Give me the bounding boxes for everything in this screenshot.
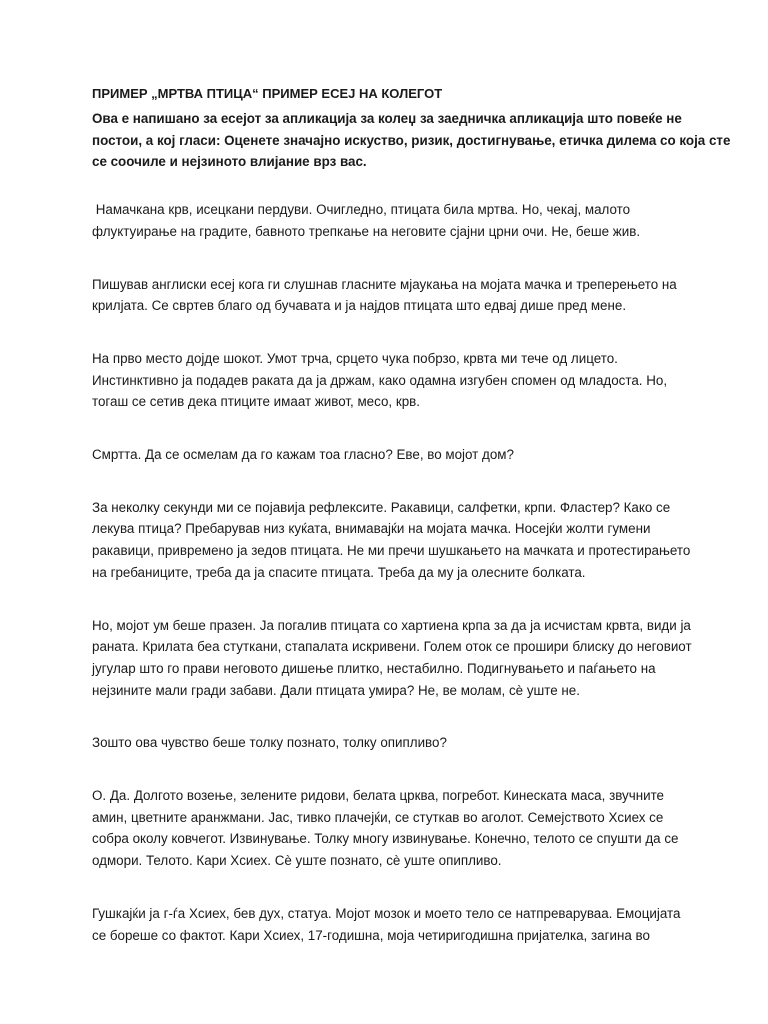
- paragraph-line: тогаш се сетив дека птиците имаат живот, месо, крв.: [92, 394, 420, 410]
- paragraph-line: Зошто ова чувство беше толку познато, толку опипливо?: [92, 735, 447, 751]
- document-body: [92, 86, 731, 946]
- paragraph-line: На прво место дојде шокот. Умот трча, срцето чука побрзо, крвта ми тече од лицето.: [92, 350, 618, 366]
- paragraph-line: собра околу ковчегот. Извинување. Толку многу извинување. Конечно, телото се спушти да се: [92, 831, 679, 847]
- essay-paragraph: [92, 274, 682, 317]
- essay-paragraph: [92, 497, 691, 584]
- paragraph-line: одмори. Телото. Кари Хсиех. Сè уште познато, сè уште опипливо.: [92, 853, 502, 869]
- paragraph-line: Намачкана крв, исецкани пердуви. Очигледно, птицата била мртва. Но, чекај, малото: [92, 202, 631, 218]
- paragraph-line: крилјата. Се свртев благо од бучавата и ја најдов птицата што едвај дише пред мене.: [92, 298, 627, 314]
- document-title: ПРИМЕР „МРТВА ПТИЦА“ ПРИМЕР ЕСЕЈ НА КОЛЕГОТ: [92, 86, 443, 101]
- essay-paragraph: [92, 903, 682, 946]
- paragraph-line: лекува птица? Пребарував низ куќата, внимавајќи на мојата мачка. Носејќи жолти гумени: [92, 521, 651, 537]
- paragraph-line: За неколку секунди ми се појавија рефлексите. Ракавици, салфетки, крпи. Фластер? Како се: [92, 499, 671, 515]
- paragraph-line: Пишував англиски есеј кога ги слушнав гласните мјаукања на мојата мачка и треперењето на: [92, 276, 677, 292]
- paragraph-line: југулар што го прави неговото дишење плитко, нестабилно. Подигнувањето и паѓањето на: [92, 660, 656, 676]
- paragraph-line: О. Да. Долгото возење, зелените ридови, белата црква, погребот. Кинеската маса, звучните: [92, 788, 665, 804]
- paragraph-line: Но, мојот ум беше празен. Ја погалив птицата со хартиена крпа за да ја исчистам крвта, види ја: [92, 617, 691, 633]
- paragraph-line: Инстинктивно ја подадев раката да ја држам, како одамна изгубен спомен од младоста. Но,: [92, 372, 668, 388]
- paragraph-line: флуктуирање на градите, бавното трепкање на неговите сјајни црни очи. Не, беше жив.: [92, 223, 641, 239]
- essay-paragraph: [92, 785, 682, 872]
- intro-line: се соочиле и нејзиното влијание врз вас.: [92, 154, 367, 170]
- paragraph-line: раната. Крилата беа стуткани, стапалата искривени. Голем оток се прошири блиску до неговиот: [92, 639, 692, 655]
- paragraph-line: Гушкајќи ја г-ѓа Хсиех, бев дух, статуа. Мојот мозок и моето тело се натпреваруваа. Емоцијата: [92, 905, 681, 921]
- essay-paragraph: [92, 444, 682, 466]
- intro-line: Ова е напишано за есејот за апликација за колеџ за заедничка апликација што повеќе не: [92, 111, 682, 126]
- paragraph-line: ракавици, привремено ја зедов птицата. Не ми пречи шушкањето на мачката и протестирањето: [92, 543, 691, 559]
- essay-paragraph: [92, 348, 682, 413]
- essay-paragraph: [92, 199, 682, 242]
- paragraph-line: на гребаниците, треба да ја спасите птицата. Треба да му ја олесните болката.: [92, 564, 586, 580]
- intro-paragraph: [92, 108, 731, 173]
- paragraph-line: Смртта. Да се осмелам да го кажам тоа гласно? Еве, во мојот дом?: [92, 447, 514, 463]
- paragraph-line: амин, цветните аранжмани. Јас, тивко плачејќи, се стуткав во аголот. Семејството Хсиех се: [92, 809, 664, 825]
- essay-paragraph: [92, 615, 692, 702]
- paragraph-line: се бореше со фактот. Кари Хсиех, 17-годишна, моја четиригодишна пријателка, загина во: [92, 927, 650, 943]
- essay-paragraph: [92, 732, 682, 754]
- intro-line: постои, а кој гласи: Оценете значајно искуство, ризик, достигнување, етичка дилема со која сте: [92, 132, 731, 148]
- paragraph-line: нејзините мали гради забави. Дали птицата умира? Не, ве молам, сè уште не.: [92, 682, 580, 698]
